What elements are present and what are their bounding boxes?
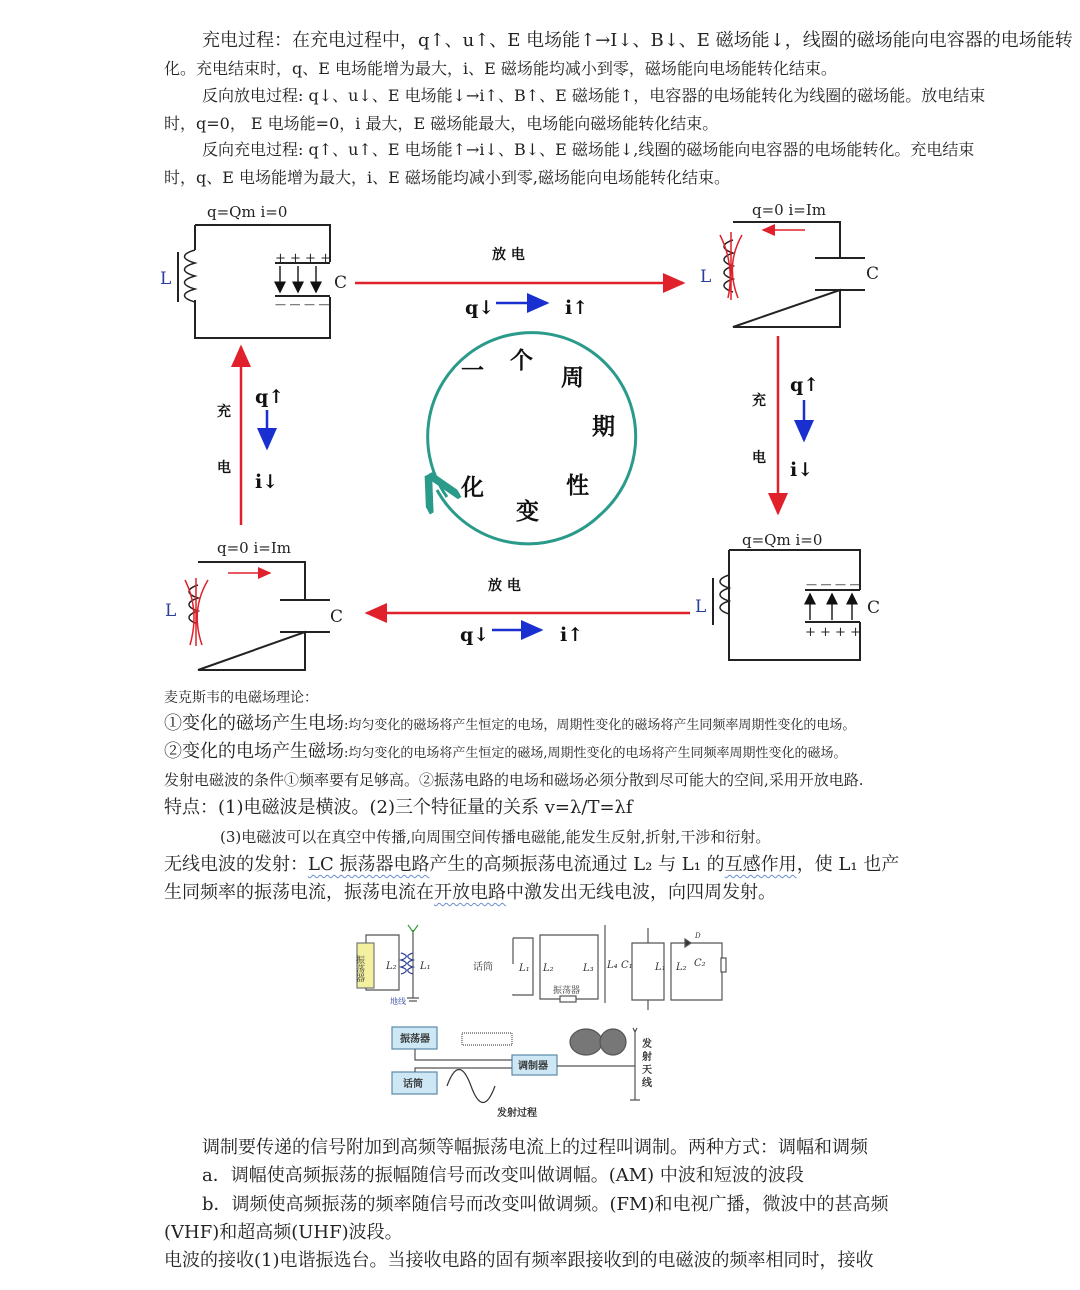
discharge-label: 放 电 [492,247,525,263]
fig-label: 振荡器 [553,986,581,996]
i-decrease: i↓ [255,471,279,493]
antenna-char: 射 [642,1052,652,1063]
circuit-bottom-left [185,562,330,670]
cycle-char: 性 [566,472,589,499]
maxwell-item-1 [164,714,924,736]
antenna-char: 天 [642,1065,652,1076]
capacitor-label: C [330,607,344,627]
emission-line-2 [164,883,924,903]
block-oscillator: 振荡器 [400,1034,430,1045]
emission-figure [357,925,726,1103]
discharge-label: 放 电 [488,578,521,594]
cycle-char: 一 [461,357,484,384]
capacitor-label: C [867,598,881,618]
features-line-1: 特点：(1)电磁波是横波。(2)三个特征量的关系 v=λ/T=λf [164,797,633,818]
i-increase: i↑ [565,297,589,319]
reverse-discharge-line1: 反向放电过程: q↓、u↓、E 电场能↓→i↑、B↑、E 磁场能↑，电容器的电场能转化为线圈的磁场能。放电结束 [202,86,986,105]
reverse-charge-line2: 时，q、E 电场能增为最大，i、E 磁场能均减小到零,磁场能向电场能转化结束。 [164,168,730,187]
reception-line: 电波的接收(1)电谐振选台。当接收电路的固有频率跟接收到的电磁波的频率相同时，接收 [164,1250,874,1271]
block-microphone: 话筒 [403,1079,423,1090]
inductor-label: L [165,601,177,621]
charge-label: 电 [752,450,766,466]
item-body: :均匀变化的电场将产生恒定的磁场,周期性变化的电场将产生同频率周期性变化的磁场。 [344,746,847,761]
features-line-2: (3)电磁波可以在真空中传播,向周围空间传播电磁能,能发生反射,折射,干涉和衍射。 [220,828,771,846]
fig-label: L₂ [676,962,687,973]
fig-label: C₂ [694,958,706,969]
cycle-char: 周 [561,364,584,391]
i-increase: i↑ [560,624,584,646]
emission-conditions: 发射电磁波的条件①频率要有足够高。②振荡电路的电场和磁场必须分散到尽可能大的空间,采用开放电路. [164,771,864,789]
plus-charges: + + + + [805,625,861,640]
inductor-label: L [700,267,712,287]
fig-label: L₃ [583,963,594,974]
reverse-charge-line1: 反向充电过程: q↑、u↑、E 电场能↑→i↓、B↓、E 磁场能↓,线圈的磁场能向电容器的电场能转化。充电结束 [202,140,975,159]
charge-label: 电 [217,460,231,476]
circuit-top-left [178,225,330,338]
maxwell-item-2 [164,742,924,764]
cycle-char: 期 [592,413,615,440]
t: 无线电波的发射： [164,854,308,875]
fig-label: L₁ [519,963,530,974]
fig-label: L₂ [543,963,554,974]
i-decrease: i↓ [790,459,814,481]
minus-charges: — — — — [275,298,330,311]
fig-label: C₁ [621,960,633,971]
cycle-char: 个 [510,347,533,374]
t: 生同频率的振荡电流，振荡电流在 [164,882,434,903]
antenna-char: 发 [642,1039,652,1050]
antenna-char: 线 [642,1078,652,1089]
fig-label: L₁ [655,962,666,973]
capacitor-label: C [334,273,348,293]
plus-charges: + + + + [275,251,331,266]
cycle-char: 变 [516,498,539,525]
modulation-line-3: b．调频使高频振荡的频率随信号而改变叫做调频。(FM)和电视广播，微波中的甚高频 [202,1194,889,1215]
item-head: ②变化的电场产生磁场 [164,741,344,762]
inductor-label: L [160,269,172,289]
circuit-bottom-right [713,550,860,660]
q-increase: q↑ [255,386,285,408]
fig-label: D [695,932,701,940]
fig-label: 地线 [390,997,406,1006]
figure-caption: 发射过程 [497,1108,537,1119]
charge-label: 充 [752,393,766,409]
fig-label: L₂ [386,961,397,972]
t: LC 振荡器电路 [308,854,430,875]
fig-label: L₁ [420,961,431,972]
item-head: ①变化的磁场产生电场 [164,713,344,734]
emission-line-1 [164,855,924,875]
t: ，使 L₁ 也产 [796,854,900,875]
state-label: q=Qm i=0 [207,203,288,221]
charging-paragraph-line2: 化。充电结束时，q、E 电场能增为最大，i、E 磁场能均减小到零，磁场能向电场能转化结束。 [164,59,837,78]
text: 充电过程：在充电过程中，q↑、u↑、E 电场能↑→I↓、B↓、E 磁场能↓，线圈的磁场能向电容器的电场能转 [202,30,1073,51]
t: 开放电路 [434,882,506,903]
modulation-line-4: (VHF)和超高频(UHF)波段。 [164,1222,403,1243]
inductor-label: L [695,597,707,617]
q-decrease: q↓ [465,297,495,319]
capacitor-label: C [866,264,880,284]
fig-label: L₄ [607,960,618,971]
t: 中激发出无线电波，向四周发射。 [506,882,776,903]
state-label: q=0 i=Im [217,539,291,557]
t: 产生的高频振荡电流通过 L₂ 与 L₁ 的 [429,854,725,875]
charge-label: 充 [217,404,231,420]
state-label: q=0 i=Im [752,201,826,219]
minus-charges: — — — — [806,578,861,591]
fig-label: 振荡器 [354,955,364,982]
reverse-discharge-line2: 时，q=0， E 电场能=0，i 最大，E 磁场能最大，电场能向磁场能转化结束。 [164,114,719,133]
circuit-top-right [720,222,865,327]
fig-label: 话筒 [473,962,493,973]
cycle-char: 化 [461,474,484,501]
maxwell-title: 麦克斯韦的电磁场理论： [164,690,318,706]
modulation-line-2: a．调幅使高频振荡的振幅随信号而改变叫做调幅。(AM) 中波和短波的波段 [202,1165,804,1186]
state-label: q=Qm i=0 [742,531,823,549]
block-modulator: 调制器 [518,1061,548,1072]
item-body: :均匀变化的磁场将产生恒定的电场，周期性变化的磁场将产生同频率周期性变化的电场。 [344,718,856,733]
q-decrease: q↓ [460,624,490,646]
modulation-line-1: 调制要传递的信号附加到高频等幅振荡电流上的过程叫调制。两种方式：调幅和调频 [202,1137,868,1158]
t: 互感作用 [724,854,797,875]
q-increase: q↑ [790,374,820,396]
